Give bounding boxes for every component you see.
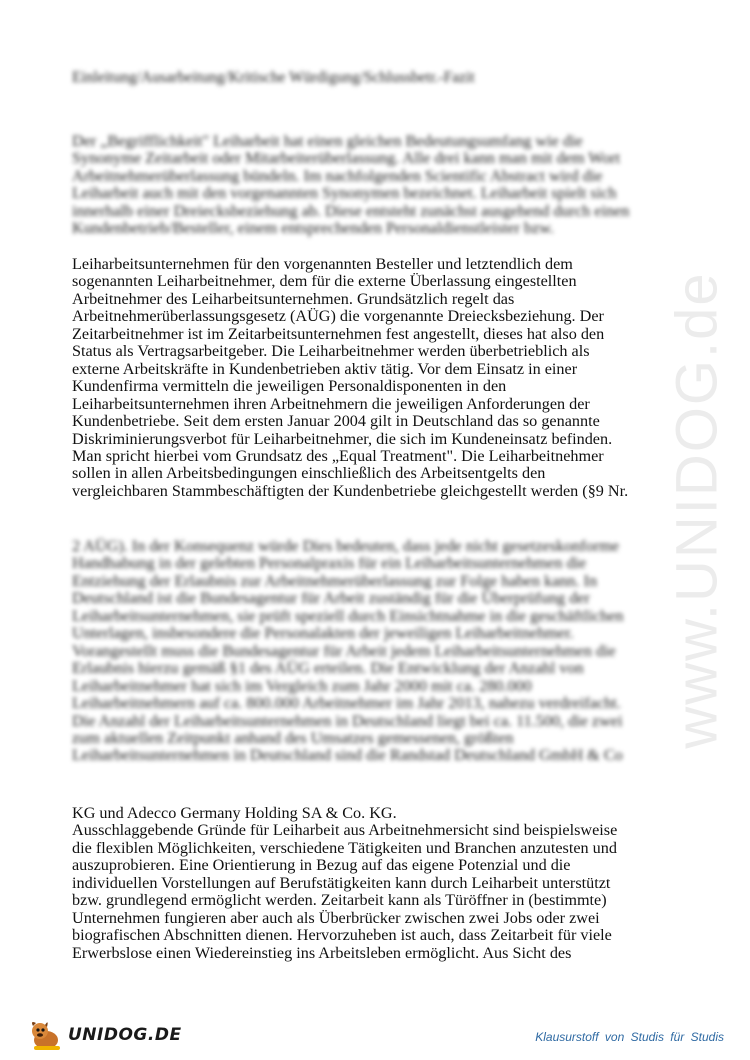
blurred-paragraph-top [72,133,672,238]
text-line: Entziehung der Erlaubnis zur Arbeitnehmerüberlassung zur Folge haben kann. In [72,571,598,590]
text-line: sogenannten Leiharbeitnehmer, dem für die externe Überlassung eingestellten [72,272,577,291]
text-line: 2 AÜG). In der Konsequenz würde Dies bedeuten, dass jede nicht gesetzeskonforme [72,538,620,555]
text-line: Handhabung in der gelebten Personalpraxis für ein Leiharbeitsunternehmen die [72,554,587,573]
text-line: Erlaubnis hierzu gemäß §1 des AÜG erteilen. Die Entwicklung der Anzahl von [72,659,584,678]
text-line: Status als Vertragsarbeitgeber. Die Leiharbeitnehmer werden überbetrieblich als [72,342,590,361]
text-line: bzw. grundlegend ermöglicht werden. Zeitarbeit kann als Türöffner in (bestimmte) [72,891,607,910]
text-line: Zeitarbeitnehmer ist im Zeitarbeitsunternehmen fest angestellt, dieses hat also den [72,324,605,343]
text-line: Synonyme Zeitarbeit oder Mitarbeiterüberlassung. Alle drei kann man mit dem Wort [72,149,621,168]
readable-paragraph-2 [72,805,687,962]
logo-text: UNIDOG.DE [68,1025,182,1045]
text-line: Leiharbeitsunternehmen ihren Arbeitnehmern die jeweiligen Anforderungen der [72,394,590,413]
watermark-text: www.UNIDOG.de [664,271,730,749]
text-line: Leiharbeitsunternehmen in Deutschland sind die Randstad Deutschland GmbH & Co [72,746,623,765]
text-line: Leiharbeitsunternehmen für den vorgenannten Besteller und letztendlich dem [72,256,573,273]
text-line: Leiharbeitnehmer hat sich im Vergleich zum Jahr 2000 mit ca. 280.000 [72,676,532,695]
text-line: Die Anzahl der Leiharbeitsunternehmen in Deutschland liegt bei ca. 11.500, die zwei [72,711,623,730]
text-line: Erwerbslose einen Wiedereinstieg ins Arbeitsleben ermöglicht. Aus Sicht des [72,943,572,962]
text-line: KG und Adecco Germany Holding SA & Co. KG. [72,804,397,822]
text-line: individuellen Vorstellungen auf Berufstätigkeiten kann durch Leiharbeit unterstützt [72,873,611,892]
text-line: Ausschlaggebende Gründe für Leiharbeit aus Arbeitnehmersicht sind beispielsweise [72,821,618,840]
text-line: Leiharbeitnehmern auf ca. 800.000 Arbeitnehmer im Jahr 2013, nahezu verdreifacht. [72,694,621,713]
text-line: Vorangestellt muss die Bundesagentur für Arbeit jedem Leiharbeitsunternehmen die [72,641,616,660]
section-heading: Einleitung/Ausarbeitung/Kritische Würdigung/Schlussbetr.-Fazit [72,69,475,86]
readable-paragraph [72,256,677,539]
text-line: Der „Begrifflichkeit" Leiharbeit hat einen gleichen Bedeutungsumfang wie die [72,132,583,150]
text-line: Unterlagen, insbesondere die Personalakten der jeweiligen Leiharbeitnehmer. [72,624,574,643]
text-line: vergleichbaren Stammbeschäftigten der Kundenbetriebe gleichgestellt werden (§9 Nr. [72,481,629,500]
footer-slogan: Klausurstoff von Studis für Studis [535,1030,724,1044]
text-line: biografischen Abschnitten dienen. Hervorzuheben ist auch, dass Zeitarbeit für viele [72,926,612,945]
text-line: Man spricht hierbei vom Grundsatz des „Equal Treatment". Die Leiharbeitnehmer [72,446,604,465]
text-line: externe Arbeitskräfte in Kundenbetrieben aktiv tätig. Vor dem Einsatz in einer [72,359,578,378]
text-line: Unternehmen fungieren aber auch als Überbrücker zwischen zwei Jobs oder zwei [72,908,600,927]
text-line: zum aktuellen Zeitpunkt anhand des Umsatzes gemessenen, größten [72,728,514,747]
blurred-paragraph-bottom [72,538,682,803]
text-line: Leiharbeit auch mit den vorgenannten Synonymen bezeichnet. Leiharbeit spielt sich [72,184,617,203]
text-line: Diskriminierungsverbot für Leiharbeitnehmer, die sich im Kundeneinsatz befinden. [72,429,613,448]
text-line: auszuprobieren. Eine Orientierung in Bezug auf das eigene Potenzial und die [72,856,571,875]
unidog-logo [28,1018,182,1052]
dog-mascot-icon [28,1018,70,1052]
text-line: Kundenbetrieb/Besteller, einem entsprechenden Personaldienstleister bzw. [72,219,554,238]
text-line: die flexiblen Möglichkeiten, verschiedene Tätigkeiten und Branchen anzutesten und [72,838,617,857]
text-line: Kundenfirma vermitteln die jeweiligen Personaldisponenten in den [72,377,507,396]
text-line: Arbeitnehmerüberlassung bündeln. Im nachfolgenden Scientific Abstract wird die [72,166,603,185]
text-line: Kundenbetriebe. Seit dem ersten Januar 2004 gilt in Deutschland das so genannte [72,412,600,431]
text-line: Leiharbeitsunternehmen, sie prüft speziell durch Einsichtnahme in die geschäftlichen [72,606,624,625]
text-line: sollen in allen Arbeitsbedingungen einschließlich des Arbeitsentgelts den [72,464,546,483]
text-line: innerhalb einer Dreiecksbeziehung ab. Diese entsteht zunächst ausgehend durch einen [72,201,630,220]
text-line: Deutschland ist die Bundesagentur für Arbeit zuständig für die Überprüfung der [72,589,590,608]
text-line: Arbeitnehmer des Leiharbeitsunternehmen. Grundsätzlich regelt das [72,289,515,308]
text-line: Arbeitnehmerüberlassungsgesetz (AÜG) die vorgenannte Dreiecksbeziehung. Der [72,307,604,326]
